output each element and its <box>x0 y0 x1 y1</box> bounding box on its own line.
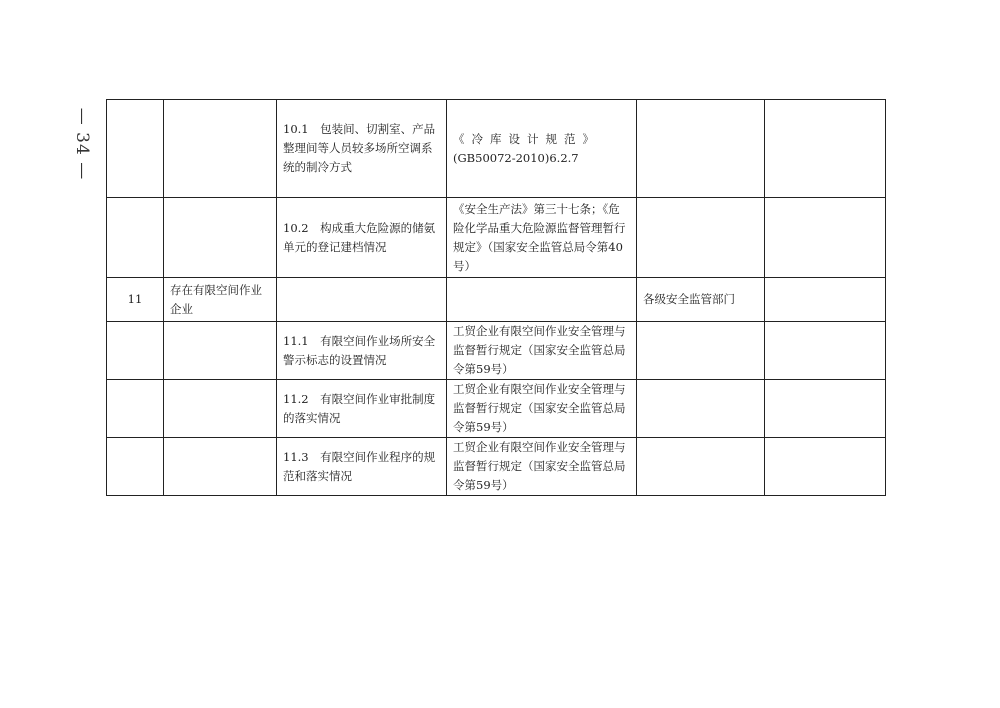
cell-basis: 工贸企业有限空间作业安全管理与监督暂行规定（国家安全监管总局令第59号） <box>447 438 637 496</box>
cell-category <box>164 322 277 380</box>
table-row <box>107 100 886 198</box>
cell-item: 10.1 包装间、切割室、产品整理间等人员较多场所空调系统的制冷方式 <box>277 100 447 198</box>
cell-dept <box>637 438 765 496</box>
cell-basis: 工贸企业有限空间作业安全管理与监督暂行规定（国家安全监管总局令第59号） <box>447 380 637 438</box>
cell-num <box>107 380 164 438</box>
cell-remark <box>765 322 886 380</box>
cell-basis <box>447 278 637 322</box>
cell-dept <box>637 100 765 198</box>
cell-basis: 工贸企业有限空间作业安全管理与监督暂行规定（国家安全监管总局令第59号） <box>447 322 637 380</box>
cell-category: 存在有限空间作业企业 <box>164 278 277 322</box>
cell-item <box>277 278 447 322</box>
inspection-table <box>106 99 886 496</box>
cell-item: 10.2 构成重大危险源的储氨单元的登记建档情况 <box>277 198 447 278</box>
cell-dept <box>637 380 765 438</box>
cell-num <box>107 198 164 278</box>
cell-item: 11.2 有限空间作业审批制度的落实情况 <box>277 380 447 438</box>
cell-category <box>164 100 277 198</box>
cell-category <box>164 198 277 278</box>
basis-code: (GB50072-2010)6.2.7 <box>453 150 579 165</box>
cell-remark <box>765 100 886 198</box>
cell-dept: 各级安全监管部门 <box>637 278 765 322</box>
table-row <box>107 322 886 380</box>
cell-item: 11.1 有限空间作业场所安全警示标志的设置情况 <box>277 322 447 380</box>
cell-remark <box>765 380 886 438</box>
table-row <box>107 278 886 322</box>
cell-num: 11 <box>107 278 164 322</box>
cell-category <box>164 380 277 438</box>
table-row <box>107 438 886 496</box>
table-row <box>107 198 886 278</box>
cell-basis <box>447 100 637 198</box>
cell-category <box>164 438 277 496</box>
cell-item: 11.3 有限空间作业程序的规范和落实情况 <box>277 438 447 496</box>
page-number <box>62 104 102 184</box>
cell-basis: 《安全生产法》第三十七条；《危险化学品重大危险源监督管理暂行规定》（国家安全监管总局令第40号） <box>447 198 637 278</box>
cell-num <box>107 438 164 496</box>
cell-num <box>107 100 164 198</box>
cell-num <box>107 322 164 380</box>
page-number-text: — 34 — <box>72 107 93 181</box>
basis-title: 《冷库设计规范》 <box>453 131 601 146</box>
table-row <box>107 380 886 438</box>
cell-dept <box>637 322 765 380</box>
cell-dept <box>637 198 765 278</box>
cell-remark <box>765 278 886 322</box>
cell-remark <box>765 438 886 496</box>
cell-remark <box>765 198 886 278</box>
